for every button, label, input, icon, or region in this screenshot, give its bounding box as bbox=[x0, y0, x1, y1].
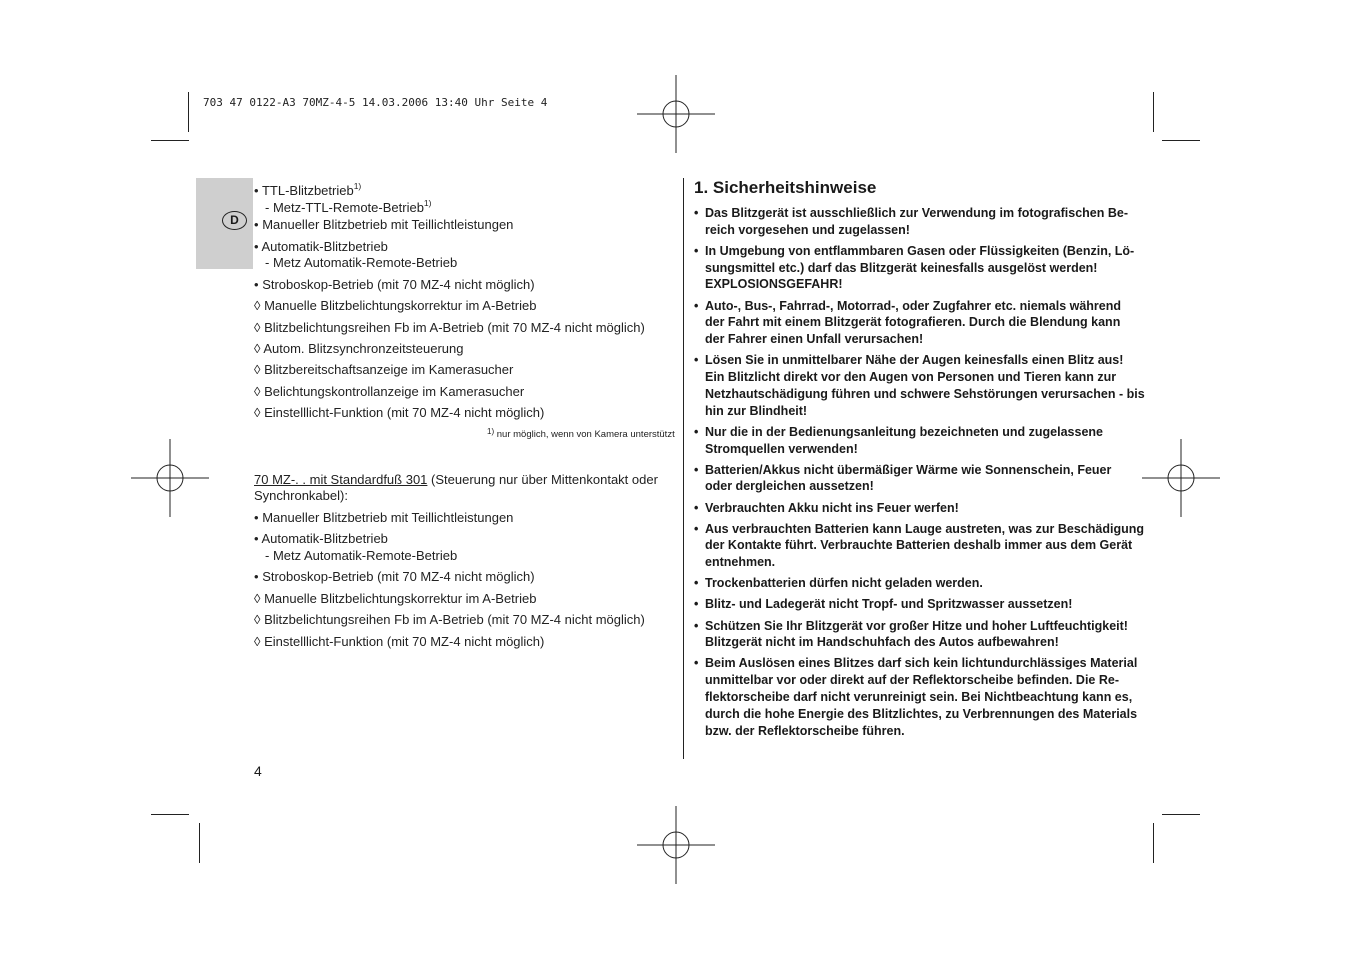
safety-item-line: der Fahrer einen Unfall verursachen! bbox=[705, 332, 924, 347]
feature-list-1 bbox=[254, 178, 684, 428]
list-item: • Manueller Blitzbetrieb mit Teillichtleistungen bbox=[254, 510, 514, 525]
safety-item bbox=[694, 618, 1128, 652]
list-item: - Metz Automatik-Remote-Betrieb bbox=[265, 255, 458, 270]
list-item: • Manueller Blitzbetrieb mit Teillichtleistungen bbox=[254, 217, 514, 232]
list-item: ◊ Einstelllicht-Funktion (mit 70 MZ-4 nicht möglich) bbox=[254, 634, 545, 649]
safety-item bbox=[694, 243, 1135, 293]
safety-item-line: der Fahrt mit einem Blitzgerät fotografieren. Durch die Blendung kann bbox=[705, 315, 1121, 330]
safety-item bbox=[694, 298, 1122, 348]
section-title: 1. Sicherheitshinweise bbox=[694, 178, 877, 197]
safety-item-line: entnehmen. bbox=[705, 555, 776, 570]
safety-item-line: • Lösen Sie in unmittelbarer Nähe der Augen keinesfalls einen Blitz aus! bbox=[705, 353, 1124, 368]
safety-item bbox=[694, 575, 1119, 592]
safety-item-line: EXPLOSIONSGEFAHR! bbox=[705, 277, 843, 292]
list-item: ◊ Autom. Blitzsynchronzeitsteuerung bbox=[254, 341, 464, 356]
safety-item bbox=[694, 655, 1138, 739]
crop-mark bbox=[1153, 823, 1154, 863]
safety-item-line: sungsmittel etc.) darf das Blitzgerät keinesfalls ausgelöst werden! bbox=[705, 260, 1098, 275]
safety-item-line: • In Umgebung von entflammbaren Gasen oder Flüssigkeiten (Benzin, Lö- bbox=[705, 243, 1135, 258]
safety-item bbox=[694, 521, 1144, 571]
safety-item-line: Stromquellen verwenden! bbox=[705, 441, 858, 456]
safety-item bbox=[694, 352, 1145, 419]
list-item: • Automatik-Blitzbetrieb bbox=[254, 531, 388, 546]
safety-item-line: • Verbrauchten Akku nicht ins Feuer werfen! bbox=[705, 500, 959, 515]
list-item: • Automatik-Blitzbetrieb bbox=[254, 239, 388, 254]
safety-item-line: • Auto-, Bus-, Fahrrad-, Motorrad-, oder Zugfahrer etc. niemals während bbox=[705, 298, 1122, 313]
safety-item-line: Ein Blitzlicht direkt vor den Augen von Personen und Tieren kann zur bbox=[705, 370, 1117, 385]
crop-mark bbox=[1153, 92, 1154, 132]
list-item: ◊ Blitzbereitschaftsanzeige im Kamerasucher bbox=[254, 362, 514, 377]
safety-item-line: durch die hohe Energie des Blitzlichtes, zu Verbrennungen des Materials bbox=[705, 706, 1138, 721]
crop-mark bbox=[151, 140, 189, 141]
safety-item bbox=[694, 500, 1119, 517]
language-badge: D bbox=[222, 211, 247, 230]
list-item: ◊ Manuelle Blitzbelichtungskorrektur im A-Betrieb bbox=[254, 591, 537, 606]
registration-mark-left bbox=[131, 439, 209, 517]
safety-section bbox=[694, 177, 1145, 744]
safety-item-line: • Batterien/Akkus nicht übermäßiger Wärme wie Sonnenschein, Feuer bbox=[705, 462, 1112, 477]
crop-mark bbox=[199, 823, 200, 863]
list-item: • Stroboskop-Betrieb (mit 70 MZ-4 nicht möglich) bbox=[254, 277, 535, 292]
list-item: ◊ Blitzbelichtungsreihen Fb im A-Betrieb (mit 70 MZ-4 nicht möglich) bbox=[254, 612, 645, 627]
safety-item bbox=[694, 205, 1129, 239]
safety-item-line: oder dergleichen aussetzen! bbox=[705, 479, 874, 494]
crop-mark bbox=[1162, 814, 1200, 815]
safety-list bbox=[694, 205, 1145, 739]
safety-item-line: Netzhautschädigung führen und schwere Sehstörungen verursachen - bis bbox=[705, 386, 1145, 401]
safety-item bbox=[694, 424, 1119, 458]
registration-mark-top bbox=[637, 75, 715, 153]
safety-item-line: reich vorgesehen und zugelassen! bbox=[705, 222, 910, 237]
registration-mark-bottom bbox=[637, 806, 715, 884]
safety-item-line: • Das Blitzgerät ist ausschließlich zur Verwendung im fotografischen Be- bbox=[705, 206, 1129, 220]
safety-item-line: • Beim Auslösen eines Blitzes darf sich kein lichtundurchlässiges Material bbox=[705, 656, 1138, 671]
list-item: ◊ Einstelllicht-Funktion (mit 70 MZ-4 nicht möglich) bbox=[254, 405, 545, 420]
safety-item-line: • Blitz- und Ladegerät nicht Tropf- und Spritzwasser aussetzen! bbox=[705, 597, 1073, 612]
footnote: $^{1)}$ nur möglich, wenn von Kamera unterstützt bbox=[487, 427, 675, 440]
crop-mark bbox=[188, 92, 189, 132]
page-number: 4 bbox=[254, 763, 262, 779]
print-header: 703 47 0122-A3 70MZ-4-5 14.03.2006 13:40 Uhr Seite 4 bbox=[203, 96, 548, 109]
crop-mark bbox=[151, 814, 189, 815]
feature-list-2 bbox=[254, 472, 684, 652]
list-item: - Metz Automatik-Remote-Betrieb bbox=[265, 548, 458, 563]
crop-mark bbox=[1162, 140, 1200, 141]
section-intro: 70 MZ-. . mit Standardfuß 301 (Steuerung nur über Mittenkontakt oder bbox=[254, 472, 658, 487]
safety-item bbox=[694, 596, 1119, 613]
safety-item-line: • Aus verbrauchten Batterien kann Lauge austreten, was zur Beschädigung bbox=[705, 521, 1144, 536]
list-item: • Stroboskop-Betrieb (mit 70 MZ-4 nicht möglich) bbox=[254, 569, 535, 584]
safety-item-line: der Kontakte führt. Verbrauchte Batterien deshalb immer aus dem Gerät bbox=[705, 538, 1133, 553]
safety-item bbox=[694, 462, 1119, 496]
safety-item-line: unmittelbar vor oder direkt auf der Reflektorscheibe befinden. Die Re- bbox=[705, 673, 1119, 688]
safety-item-line: bzw. der Reflektorscheibe führen. bbox=[705, 723, 905, 738]
safety-item-line: • Trockenbatterien dürfen nicht geladen werden. bbox=[705, 576, 983, 591]
column-divider bbox=[683, 178, 684, 759]
safety-item-line: hin zur Blindheit! bbox=[705, 403, 808, 418]
safety-item-line: • Schützen Sie Ihr Blitzgerät vor großer Hitze und hoher Luftfeuchtigkeit! bbox=[705, 618, 1128, 633]
safety-item-line: • Nur die in der Bedienungsanleitung bezeichneten und zugelassene bbox=[705, 424, 1103, 439]
registration-mark-right bbox=[1142, 439, 1220, 517]
section-intro-line2: Synchronkabel): bbox=[254, 488, 348, 503]
safety-item-line: flektorscheibe darf nicht verunreinigt sein. Bei Nichtbeachtung kann es, bbox=[705, 689, 1133, 704]
safety-item-line: Blitzgerät nicht im Handschuhfach des Autos aufbewahren! bbox=[705, 635, 1059, 650]
list-item: ◊ Blitzbelichtungsreihen Fb im A-Betrieb (mit 70 MZ-4 nicht möglich) bbox=[254, 320, 645, 335]
list-item: ◊ Belichtungskontrollanzeige im Kamerasucher bbox=[254, 384, 525, 399]
list-item: • TTL-Blitzbetrieb$^{1)}$ bbox=[254, 181, 362, 198]
list-item: - Metz-TTL-Remote-Betrieb$^{1)}$ bbox=[265, 198, 432, 215]
list-item: ◊ Manuelle Blitzbelichtungskorrektur im A-Betrieb bbox=[254, 298, 537, 313]
